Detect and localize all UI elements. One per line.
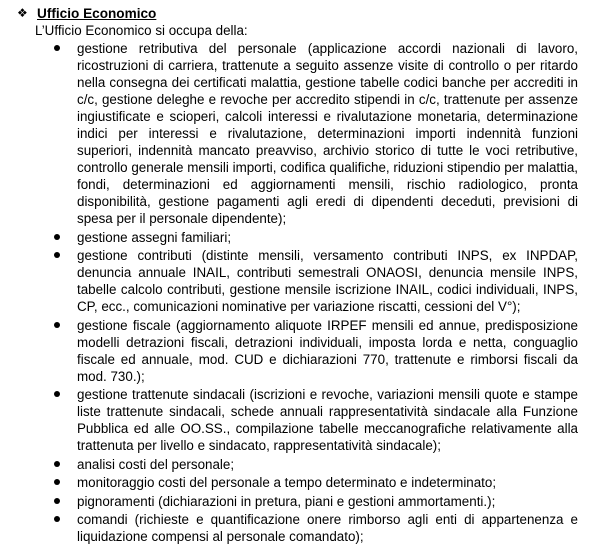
bullet-dot-icon — [54, 234, 60, 240]
list-item — [0, 247, 600, 315]
list-item — [0, 40, 600, 227]
duties-list — [0, 40, 600, 547]
bullet-dot-icon — [54, 461, 60, 467]
list-item-text: gestione contributi (distinte mensili, versamento contributi INPS, ex INPDAP, denuncia annuale INAIL, contributi semestrali ONAOSI, denuncia mensile INPS, tabelle calcolo contributi, gestione mensile iscrizione INAIL, codici individuali, INPS, CP, ecc., comunicazioni nominative per variazione riscatti, cessioni del V°); — [77, 248, 578, 314]
bullet-dot-icon — [54, 516, 60, 522]
list-item-text: analisi costi del personale; — [77, 456, 235, 472]
list-item-text: pignoramenti (dichiarazioni in pretura, piani e gestioni ammortamenti.); — [77, 493, 496, 509]
bullet-dot-icon — [54, 322, 60, 328]
section-heading — [17, 4, 156, 22]
list-item-text: gestione retributiva del personale (applicazione accordi nazionali di lavoro, ricostruzioni di carriera, trattenute a seguito assenze visite di controllo o per ritardo nella consegna dei certificati malattia, gestione tabelle codici banche per accrediti in c/c, gestione deleghe e revoche per accredito stipendi in c/c, trattenute per assenze ingiustificate e scioperi, calcoli interessi e rivalutazione monetaria, determinazione indici per interessi e rivalutazione, determinazioni importi indennità funzioni superiori, indennità mancato preavviso, archivio storico di tutte le voci retributive, controllo generale mensili importi, codifica qualifiche, riduzioni stipendio per malattia, fondi, determinazioni ed aggiornamenti mensili, rischio radiologico, pronta disponibilità, gestione pagamenti agli eredi di dipendenti deceduti, previsioni di spesa per il personale dipendente); — [77, 41, 578, 226]
section-intro: L’Ufficio Economico si occupa della: — [35, 23, 248, 38]
list-item — [0, 474, 600, 491]
list-item-text: gestione fiscale (aggiornamento aliquote IRPEF mensili ed annue, predisposizione modelli detrazioni fiscali, detrazioni individuali, imposta lorda e netta, conguaglio fiscale ed annuale, mod. CUD e dichiarazioni 770, trattenute e rimborsi fiscali da mod. 730.); — [77, 317, 578, 384]
bullet-dot-icon — [54, 498, 60, 504]
diamond-bullet-icon: ❖ — [17, 5, 28, 20]
bullet-dot-icon — [54, 252, 60, 258]
list-item-text: monitoraggio costi del personale a tempo determinato e indeterminato; — [77, 475, 497, 490]
list-item — [0, 456, 600, 473]
list-item-text: comandi (richieste e quantificazione onere rimborso agli enti di appartenenza e liquidazione compensi al personale comandato); — [77, 512, 578, 544]
list-item — [0, 229, 600, 246]
list-item — [0, 317, 600, 385]
bullet-dot-icon — [54, 45, 60, 51]
list-item-text: gestione assegni familiari; — [77, 229, 232, 245]
bullet-dot-icon — [54, 391, 60, 397]
list-item — [0, 493, 600, 510]
section-title: Ufficio Economico — [37, 5, 157, 21]
list-item — [0, 386, 600, 454]
list-item-text: gestione trattenute sindacali (iscrizioni e revoche, variazioni mensili quote e stampe liste trattenute sindacali, schede annuali rappresentatività sindacale alla Funzione Pubblica ed alle OO.SS., compilazione tabelle meccanografiche relativamente alla trattenuta per livello e sindacato, rappresentatività sindacale); — [77, 387, 578, 453]
list-item — [0, 511, 600, 545]
bullet-dot-icon — [54, 479, 60, 485]
